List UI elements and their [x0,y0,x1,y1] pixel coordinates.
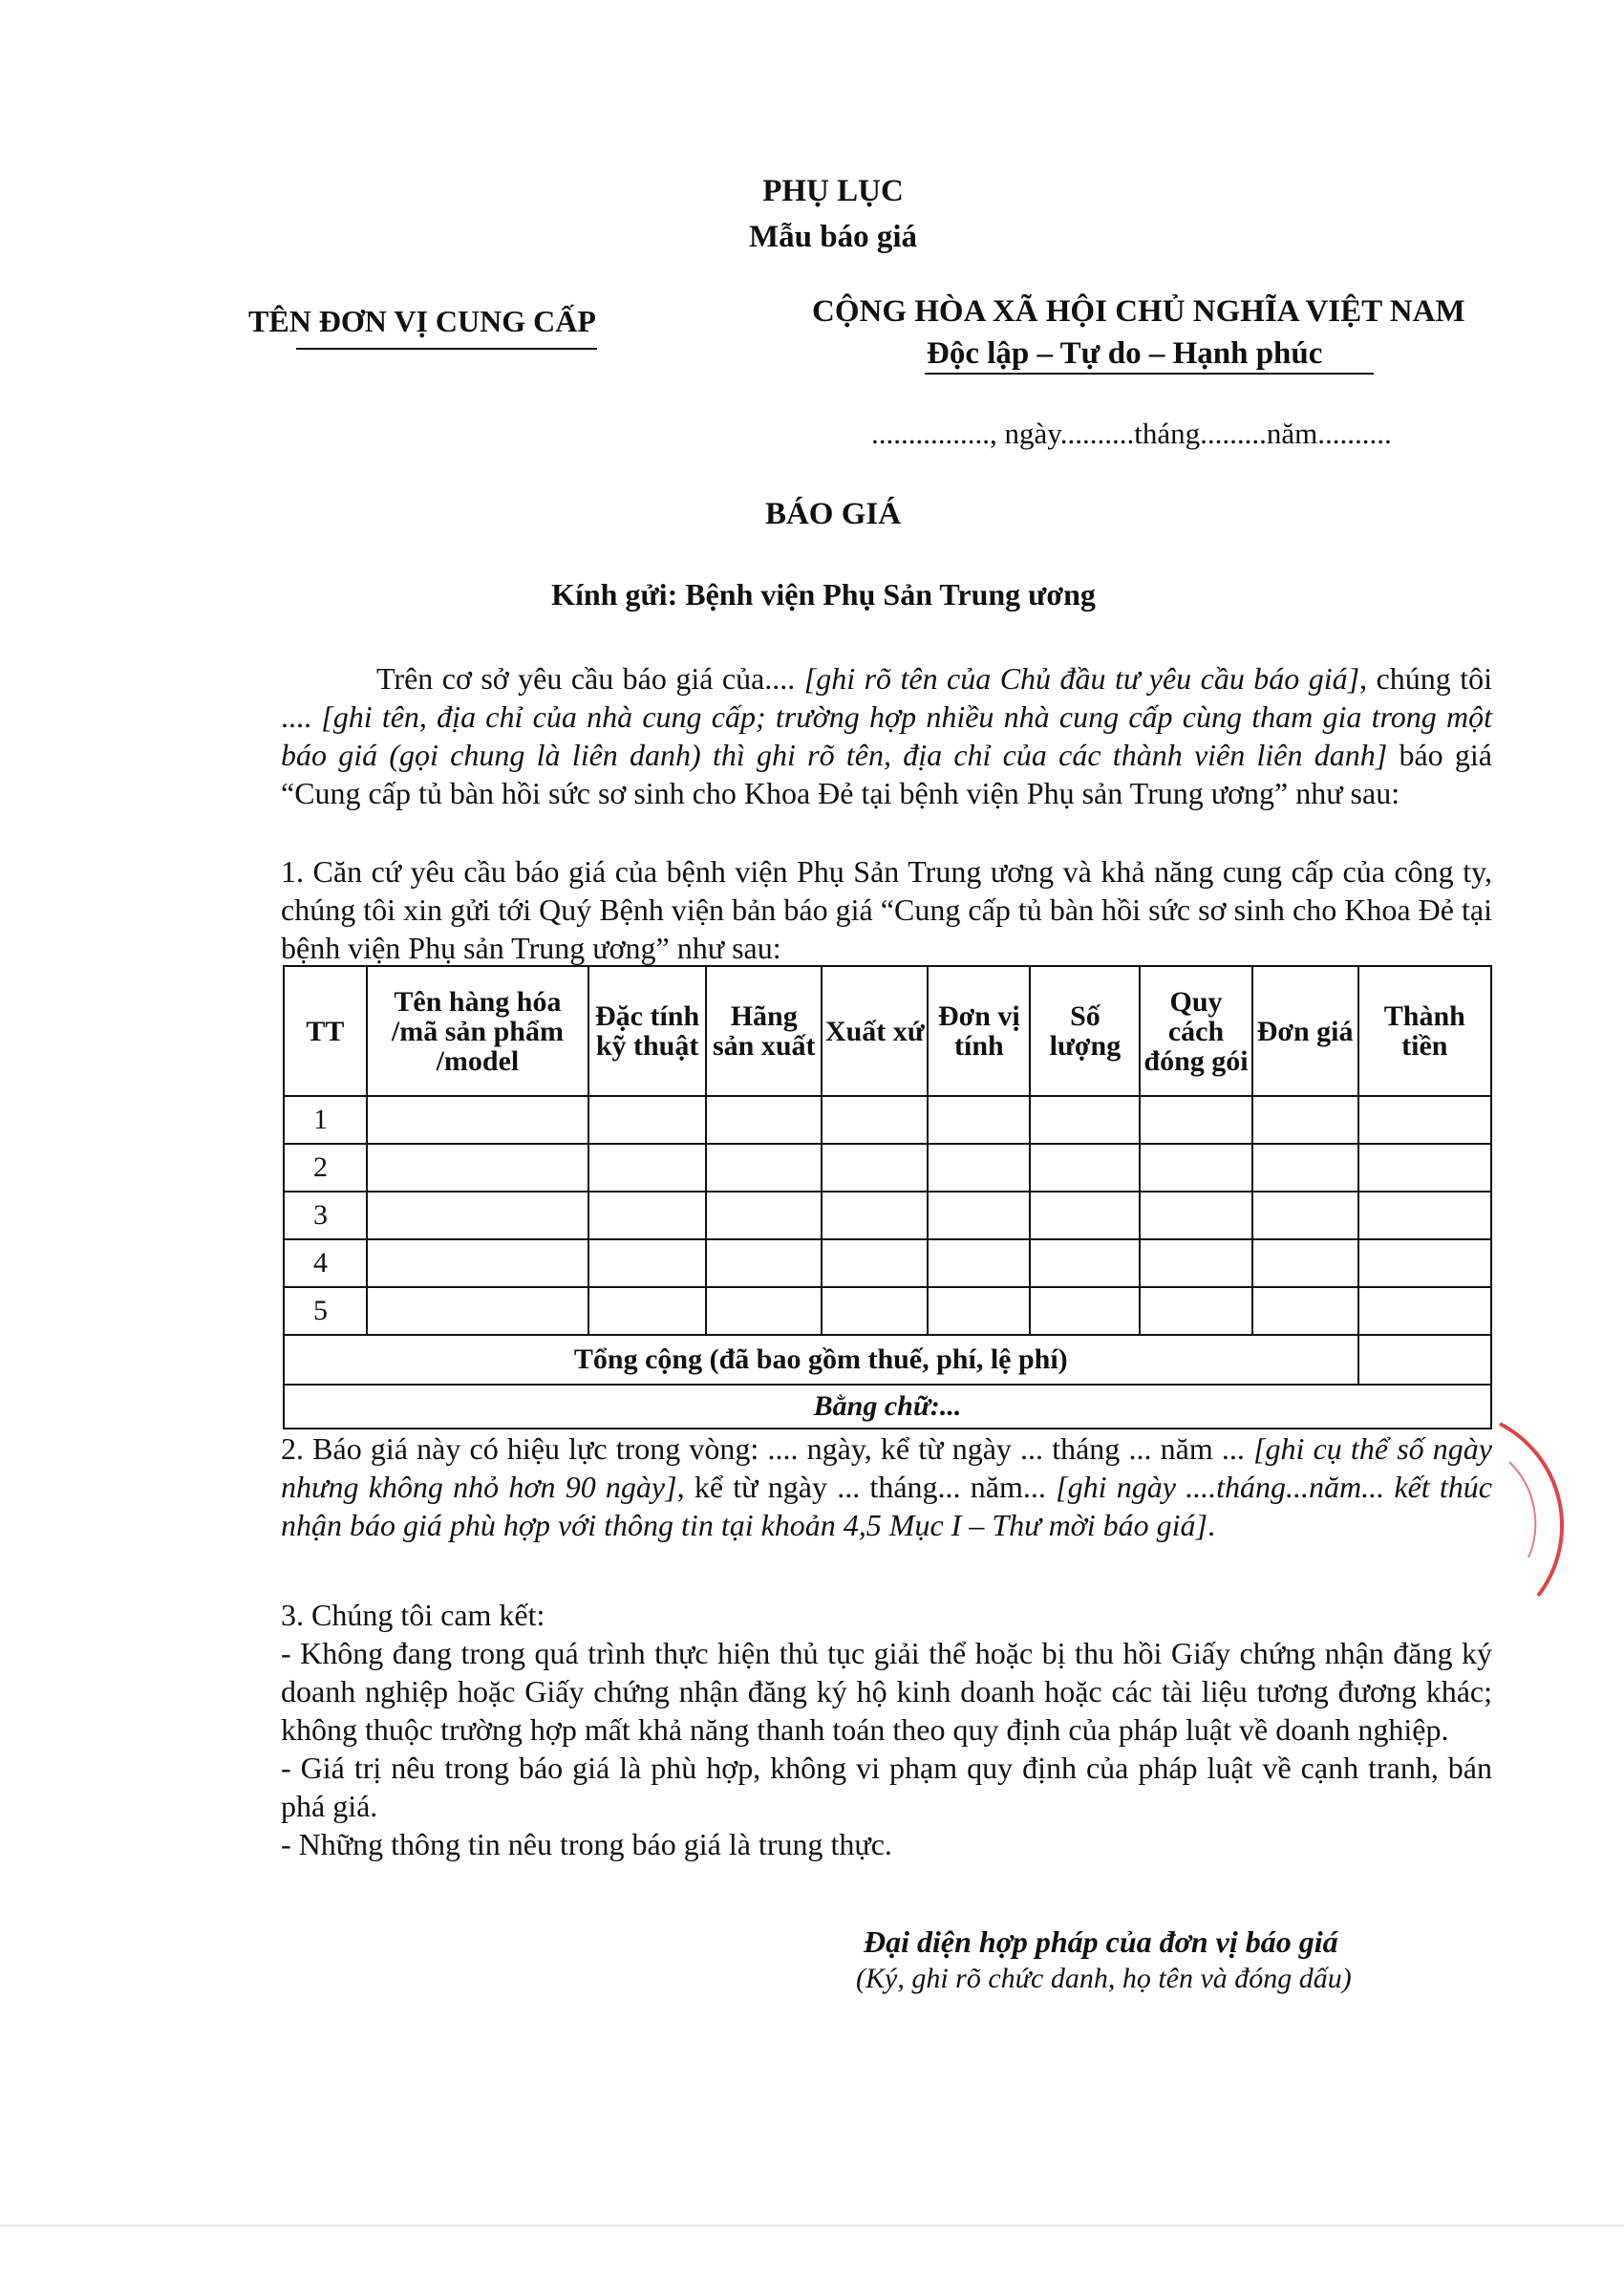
table-row [284,1144,1491,1192]
intro-text-2: , chúng tôi .... [281,661,1493,734]
intro-paragraph [281,659,1492,812]
table-cell[interactable] [588,1096,706,1144]
col-header-index: TT [284,966,367,1096]
col-header-unit: Đơn vị tính [928,966,1030,1096]
table-cell[interactable] [822,1287,928,1335]
signature-note: (Ký, ghi rõ chức danh, họ tên và đóng dấu) [856,1963,1352,1994]
table-cell[interactable] [822,1239,928,1287]
motto-underline [925,373,1374,375]
table-cell[interactable] [1252,1192,1358,1239]
table-row [284,1287,1491,1335]
table-cell[interactable] [588,1144,706,1192]
quote-table [283,965,1492,1429]
intro-text-3: báo giá “Cung cấp tủ bàn hồi sức sơ sinh cho Khoa Đẻ tại bệnh viện Phụ sản Trung ương” như sau: [281,738,1493,810]
row-index: 5 [284,1287,367,1335]
col-header-manufacturer: Hãng sản xuất [706,966,822,1096]
quote-title: BÁO GIÁ [764,497,902,531]
table-row [284,1192,1491,1239]
table-cell[interactable] [1030,1239,1140,1287]
table-cell[interactable] [1030,1192,1140,1239]
date-line: ................, ngày..........tháng.........năm.......... [871,417,1392,450]
table-cell[interactable] [1252,1287,1358,1335]
table-total-row [284,1335,1491,1385]
in-words-label: Bằng chữ:... [284,1385,1491,1429]
intro-placeholder-investor: [ghi rõ tên của Chủ đầu tư yêu cầu báo giá] [803,661,1360,696]
motto: Độc lập – Tự do – Hạnh phúc [927,336,1323,371]
col-header-origin: Xuất xứ [822,966,928,1096]
table-cell[interactable] [588,1287,706,1335]
recipient-line: Kính gửi: Bệnh viện Phụ Sản Trung ương [551,577,1096,612]
row-index: 4 [284,1239,367,1287]
table-cell[interactable] [1140,1192,1251,1239]
table-cell[interactable] [367,1192,588,1239]
table-cell[interactable] [1358,1239,1491,1287]
row-index: 3 [284,1192,367,1239]
table-cell[interactable] [1030,1287,1140,1335]
col-header-amount: Thành tiền [1358,966,1491,1096]
table-row [284,1096,1491,1144]
nation-heading: CỘNG HÒA XÃ HỘI CHỦ NGHĨA VIỆT NAM [812,294,1465,329]
table-cell[interactable] [1140,1096,1251,1144]
table-cell[interactable] [1140,1144,1251,1192]
col-header-packaging: Quy cách đóng gói [1140,966,1251,1096]
intro-placeholder-supplier: [ghi tên, địa chỉ của nhà cung cấp; trường hợp nhiều nhà cung cấp cùng tham gia trong một báo giá (gọi chung là liên danh) thì ghi rõ tên, địa chỉ của các thành viên liên danh] [281,699,1493,772]
col-header-unit-price: Đơn giá [1252,966,1358,1096]
intro-text-1: Trên cơ sở yêu cầu báo giá của.... [376,661,804,696]
table-cell[interactable] [1252,1144,1358,1192]
appendix-title: PHỤ LỤC [762,174,904,208]
col-header-quantity: Số lượng [1030,966,1140,1096]
table-cell[interactable] [1030,1096,1140,1144]
commitment-1: - Không đang trong quá trình thực hiện thủ tục giải thể hoặc bị thu hồi Giấy chứng nhận đăng ký doanh nghiệp hoặc Giấy chứng nhận đăng ký hộ kinh doanh hoặc các tài liệu tương đương khác; không thuộc trường hợp mất khả năng thanh toán theo quy định của pháp luật về doanh nghiệp. [281,1636,1492,1747]
signature-title: Đại diện hợp pháp của đơn vị báo giá [864,1924,1338,1959]
table-cell[interactable] [367,1287,588,1335]
table-cell[interactable] [706,1096,822,1144]
table-cell[interactable] [706,1239,822,1287]
table-cell[interactable] [1140,1287,1251,1335]
item-3-section [281,1596,1492,1863]
table-cell[interactable] [588,1239,706,1287]
table-cell[interactable] [928,1144,1030,1192]
table-cell[interactable] [928,1239,1030,1287]
table-row [284,1239,1491,1287]
table-cell[interactable] [1358,1144,1491,1192]
table-cell[interactable] [588,1192,706,1239]
table-header-row [284,966,1491,1096]
item-2-paragraph [281,1429,1492,1544]
table-cell[interactable] [1252,1096,1358,1144]
table-cell[interactable] [822,1096,928,1144]
table-cell[interactable] [1358,1287,1491,1335]
item-1-paragraph: 1. Căn cứ yêu cầu báo giá của bệnh viện Phụ Sản Trung ương và khả năng cung cấp của công ty, chúng tôi xin gửi tới Quý Bệnh viện bản báo giá “Cung cấp tủ bàn hồi sức sơ sinh cho Khoa Đẻ tại bệnh viện Phụ sản Trung ương” như sau: [281,854,1492,965]
total-amount-cell[interactable] [1358,1335,1491,1385]
table-cell[interactable] [706,1144,822,1192]
table-cell[interactable] [367,1144,588,1192]
table-in-words-row [284,1385,1491,1429]
table-cell[interactable] [1358,1192,1491,1239]
appendix-subtitle: Mẫu báo giá [748,220,918,254]
col-header-product-name: Tên hàng hóa /mã sản phẩm /model [367,966,588,1096]
commitment-3: - Những thông tin nêu trong báo giá là trung thực. [281,1827,892,1861]
row-index: 2 [284,1144,367,1192]
table-cell[interactable] [822,1192,928,1239]
col-header-specs: Đặc tính kỹ thuật [588,966,706,1096]
total-label: Tổng cộng (đã bao gồm thuế, phí, lệ phí) [284,1335,1358,1385]
table-cell[interactable] [367,1239,588,1287]
item-2-text-1: 2. Báo giá này có hiệu lực trong vòng: .... ngày, kể từ ngày ... tháng ... năm ... [281,1431,1254,1466]
table-cell[interactable] [1252,1239,1358,1287]
item-2-text-3: . [1207,1508,1215,1542]
table-cell[interactable] [928,1192,1030,1239]
red-stamp-partial [1481,1405,1624,1615]
item-3-heading: 3. Chúng tôi cam kết: [281,1598,545,1632]
table-cell[interactable] [1030,1144,1140,1192]
supplier-underline [296,348,597,350]
table-cell[interactable] [1140,1239,1251,1287]
item-2-placeholder-end-date: [ghi ngày ....tháng...năm... kết thúc nhận báo giá phù hợp với thông tin tại khoản 4,5 Mục I – Thư mời báo giá] [281,1470,1493,1542]
row-index: 1 [284,1096,367,1144]
table-cell[interactable] [1358,1096,1491,1144]
item-2-text-2: , kể từ ngày ... tháng... năm... [676,1470,1057,1504]
table-cell[interactable] [928,1287,1030,1335]
scan-edge [0,2224,1624,2226]
table-cell[interactable] [367,1096,588,1144]
table-cell[interactable] [928,1096,1030,1144]
item-2-placeholder-days: [ghi cụ thể số ngày nhưng không nhỏ hơn 90 ngày] [281,1431,1493,1504]
table-cell[interactable] [822,1144,928,1192]
table-cell[interactable] [706,1287,822,1335]
table-cell[interactable] [706,1192,822,1239]
commitment-2: - Giá trị nêu trong báo giá là phù hợp, không vi phạm quy định của pháp luật về cạnh tranh, bán phá giá. [281,1751,1492,1823]
supplier-name-heading: TÊN ĐƠN VỊ CUNG CẤP [248,304,596,338]
